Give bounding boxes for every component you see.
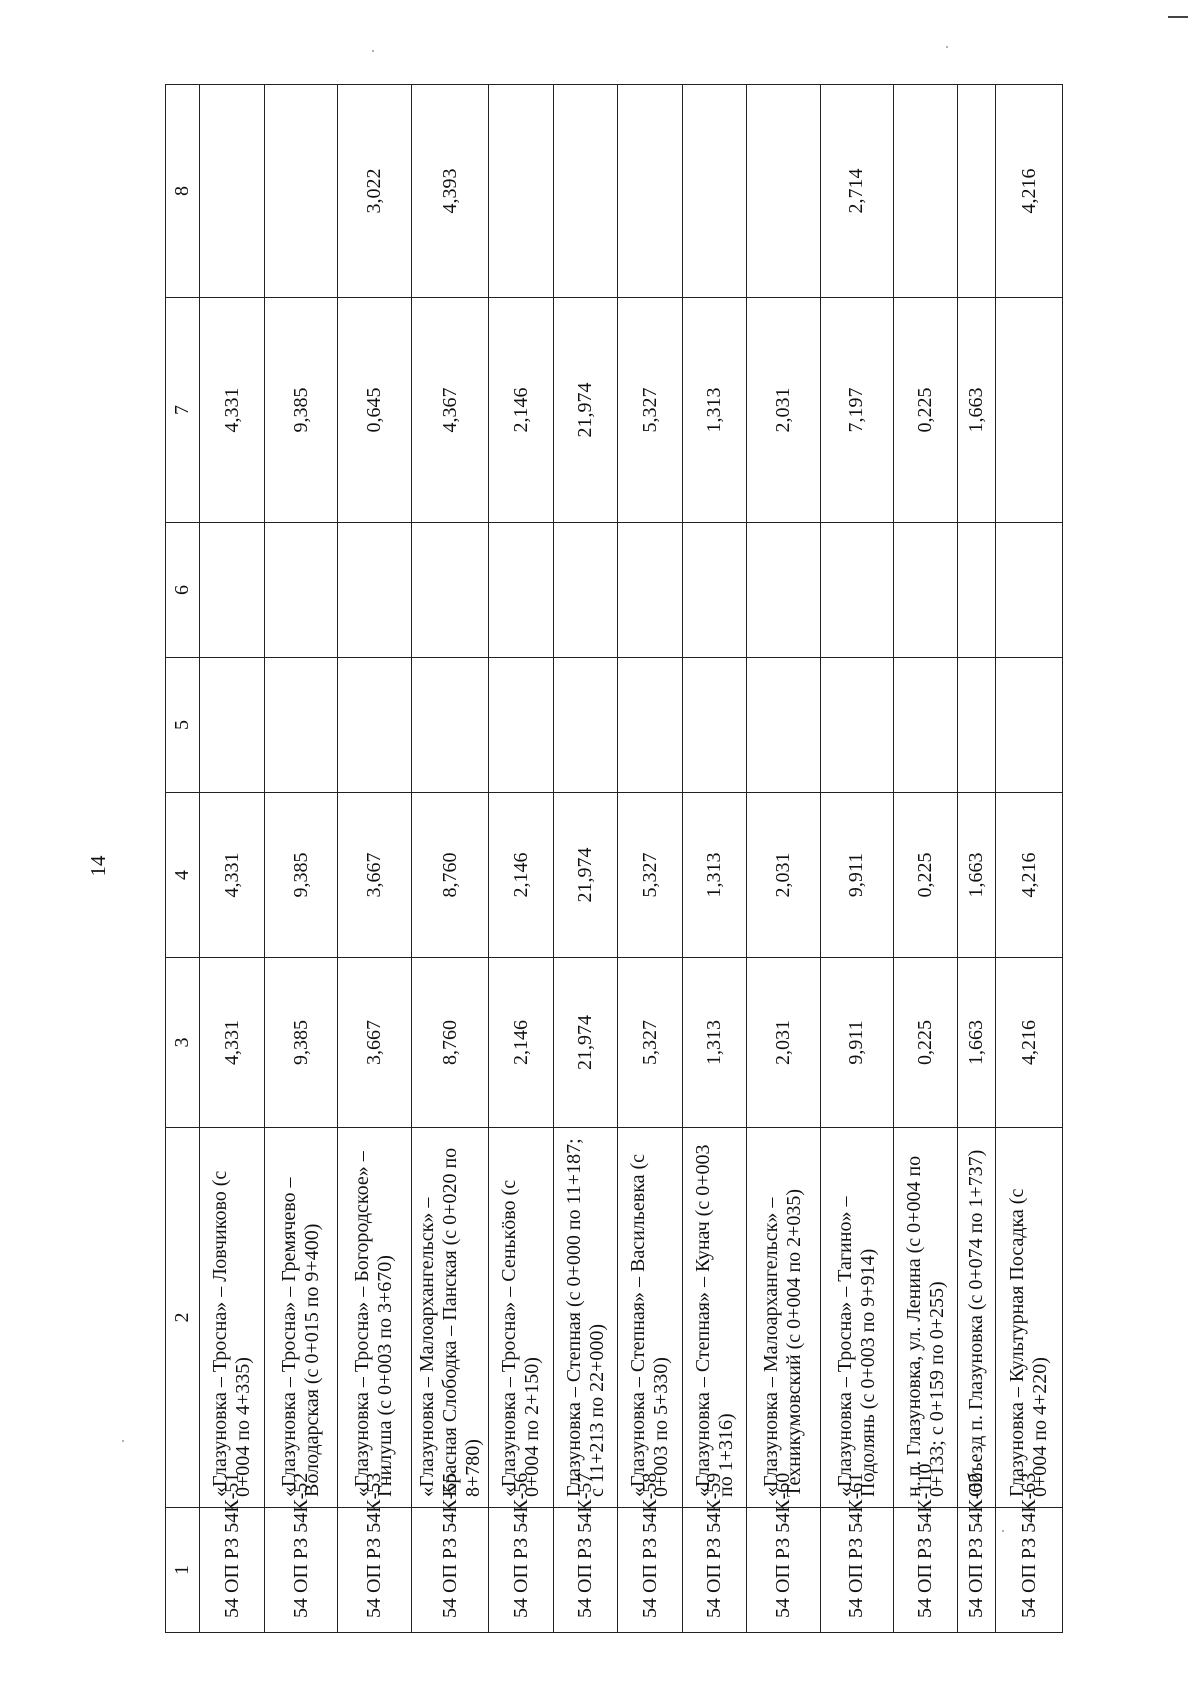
table-container (165, 85, 1063, 1633)
length-cell (338, 523, 411, 658)
roads-table (165, 84, 1063, 1633)
table-row (338, 85, 411, 1633)
length-cell: 21,974 (553, 958, 617, 1128)
length-cell: 9,911 (820, 958, 893, 1128)
length-cell: 4,393 (411, 85, 489, 298)
length-cell: 0,225 (893, 298, 957, 523)
road-name-cell: Объезд п. Глазуновка (с 0+074 по 1+737) (958, 1128, 996, 1508)
road-name-cell: «Глазуновка – Тросна» – Гремячево – Володарская (с 0+015 по 9+400) (264, 1128, 337, 1508)
road-name-cell: Глазуновка – Степная (с 0+000 по 11+187; с 11+213 по 22+000) (553, 1128, 617, 1508)
length-cell: 9,385 (264, 958, 337, 1128)
road-code-cell: 54 ОП РЗ 54К-53 (338, 1508, 411, 1633)
table-row (411, 85, 489, 1633)
length-cell (553, 523, 617, 658)
length-cell: 8,760 (411, 958, 489, 1128)
corner-mark (1168, 16, 1188, 18)
length-cell: 4,331 (200, 298, 264, 523)
length-cell (411, 658, 489, 793)
length-cell (747, 658, 820, 793)
road-name-cell: «Глазуновка – Малоархангельск» – Красная Слободка – Панская (с 0+020 по 8+780) (411, 1128, 489, 1508)
length-cell: 2,031 (747, 793, 820, 958)
road-name-cell: «Глазуновка – Тросна» – Богородское» – Гнилуша (с 0+003 по 3+670) (338, 1128, 411, 1508)
road-code-cell: 54 ОП РЗ 54К-60 (747, 1508, 820, 1633)
length-cell (893, 85, 957, 298)
col-header: 3 (166, 958, 200, 1128)
length-cell (893, 658, 957, 793)
length-cell: 3,667 (338, 793, 411, 958)
table-row (996, 85, 1063, 1633)
length-cell (682, 658, 746, 793)
table-row (682, 85, 746, 1633)
length-cell: 2,714 (820, 85, 893, 298)
length-cell: 5,327 (618, 298, 682, 523)
road-code-cell: 54 ОП РЗ 54К-51 (200, 1508, 264, 1633)
road-name-cell: «Глазуновка – Тросна» – Тагино» – Подолянь (с 0+003 по 9+914) (820, 1128, 893, 1508)
col-header: 4 (166, 793, 200, 958)
length-cell: 2,031 (747, 958, 820, 1128)
length-cell (996, 658, 1063, 793)
header-row (166, 85, 200, 1633)
length-cell (411, 523, 489, 658)
road-code-cell: 54 ОП РЗ 54К-110 (893, 1508, 957, 1633)
length-cell (264, 523, 337, 658)
table-row (489, 85, 553, 1633)
table-row (618, 85, 682, 1633)
length-cell: 7,197 (820, 298, 893, 523)
table-row (264, 85, 337, 1633)
length-cell (618, 85, 682, 298)
length-cell: 1,313 (682, 793, 746, 958)
length-cell: 5,327 (618, 793, 682, 958)
length-cell (338, 658, 411, 793)
road-code-cell: 54 ОП РЗ 54К-58 (618, 1508, 682, 1633)
length-cell: 9,385 (264, 793, 337, 958)
length-cell (618, 658, 682, 793)
length-cell (958, 658, 996, 793)
col-header: 7 (166, 298, 200, 523)
col-header: 1 (166, 1508, 200, 1633)
col-header: 8 (166, 85, 200, 298)
length-cell (200, 85, 264, 298)
col-header: 6 (166, 523, 200, 658)
length-cell: 3,022 (338, 85, 411, 298)
length-cell (200, 658, 264, 793)
length-cell: 1,663 (958, 298, 996, 523)
length-cell: 4,216 (996, 958, 1063, 1128)
length-cell: 4,216 (996, 85, 1063, 298)
length-cell: 8,760 (411, 793, 489, 958)
road-name-cell: «Глазуновка – Малоархангельск» – Техникумовский (с 0+004 по 2+035) (747, 1128, 820, 1508)
length-cell (958, 523, 996, 658)
length-cell: 0,225 (893, 793, 957, 958)
road-name-cell: Глазуновка – Культурная Посадка (с 0+004 по 4+220) (996, 1128, 1063, 1508)
length-cell (264, 85, 337, 298)
scan-speck (946, 46, 948, 48)
length-cell: 2,146 (489, 298, 553, 523)
length-cell: 21,974 (553, 793, 617, 958)
road-code-cell: 54 ОП РЗ 54К-56 (489, 1508, 553, 1633)
road-name-cell: «Глазуновка – Степная» – Васильевка (с 0+003 по 5+330) (618, 1128, 682, 1508)
length-cell (747, 85, 820, 298)
length-cell: 2,031 (747, 298, 820, 523)
road-name-cell: «Глазуновка – Тросна» – Сенькöво (с 0+004 по 2+150) (489, 1128, 553, 1508)
road-code-cell: 54 ОП РЗ 54К-63 (996, 1508, 1063, 1633)
length-cell: 0,225 (893, 958, 957, 1128)
length-cell: 9,911 (820, 793, 893, 958)
col-header: 2 (166, 1128, 200, 1508)
length-cell: 1,313 (682, 958, 746, 1128)
length-cell: 4,331 (200, 958, 264, 1128)
road-code-cell: 54 ОП РЗ 54К-61 (820, 1508, 893, 1633)
length-cell: 5,327 (618, 958, 682, 1128)
road-code-cell: 54 ОП РЗ 54К-57 (553, 1508, 617, 1633)
length-cell: 1,663 (958, 958, 996, 1128)
length-cell (489, 658, 553, 793)
table-row (893, 85, 957, 1633)
length-cell (893, 523, 957, 658)
length-cell: 4,331 (200, 793, 264, 958)
length-cell (958, 85, 996, 298)
table-row (958, 85, 996, 1633)
road-name-cell: «Глазуновка – Степная» – Кунач (с 0+003 по 1+316) (682, 1128, 746, 1508)
road-name-cell: н. п. Глазуновка, ул. Ленина (с 0+004 по 0+133; с 0+159 по 0+255) (893, 1128, 957, 1508)
length-cell: 0,645 (338, 298, 411, 523)
length-cell: 1,313 (682, 298, 746, 523)
length-cell: 4,216 (996, 793, 1063, 958)
length-cell: 21,974 (553, 298, 617, 523)
table-row (553, 85, 617, 1633)
length-cell (820, 523, 893, 658)
table-row (747, 85, 820, 1633)
col-header: 5 (166, 658, 200, 793)
scan-speck (122, 1440, 124, 1442)
length-cell (553, 85, 617, 298)
length-cell (996, 523, 1063, 658)
length-cell (682, 523, 746, 658)
length-cell: 2,146 (489, 793, 553, 958)
length-cell: 2,146 (489, 958, 553, 1128)
length-cell (264, 658, 337, 793)
length-cell (489, 523, 553, 658)
scan-speck (372, 50, 374, 52)
page-number: 14 (86, 855, 110, 877)
length-cell (489, 85, 553, 298)
table-row (200, 85, 264, 1633)
road-code-cell: 54 ОП РЗ 54К-59 (682, 1508, 746, 1633)
length-cell (996, 298, 1063, 523)
road-code-cell: 54 ОП РЗ 54К-62 (958, 1508, 996, 1633)
length-cell: 1,663 (958, 793, 996, 958)
length-cell: 4,367 (411, 298, 489, 523)
length-cell (618, 523, 682, 658)
road-name-cell: «Глазуновка – Тросна» – Ловчиково (с 0+004 по 4+335) (200, 1128, 264, 1508)
length-cell: 9,385 (264, 298, 337, 523)
length-cell (820, 658, 893, 793)
table-row (820, 85, 893, 1633)
length-cell (682, 85, 746, 298)
length-cell (553, 658, 617, 793)
length-cell (747, 523, 820, 658)
road-code-cell: 54 ОП РЗ 54К-55 (411, 1508, 489, 1633)
road-code-cell: 54 ОП РЗ 54К-52 (264, 1508, 337, 1633)
length-cell (200, 523, 264, 658)
length-cell: 3,667 (338, 958, 411, 1128)
